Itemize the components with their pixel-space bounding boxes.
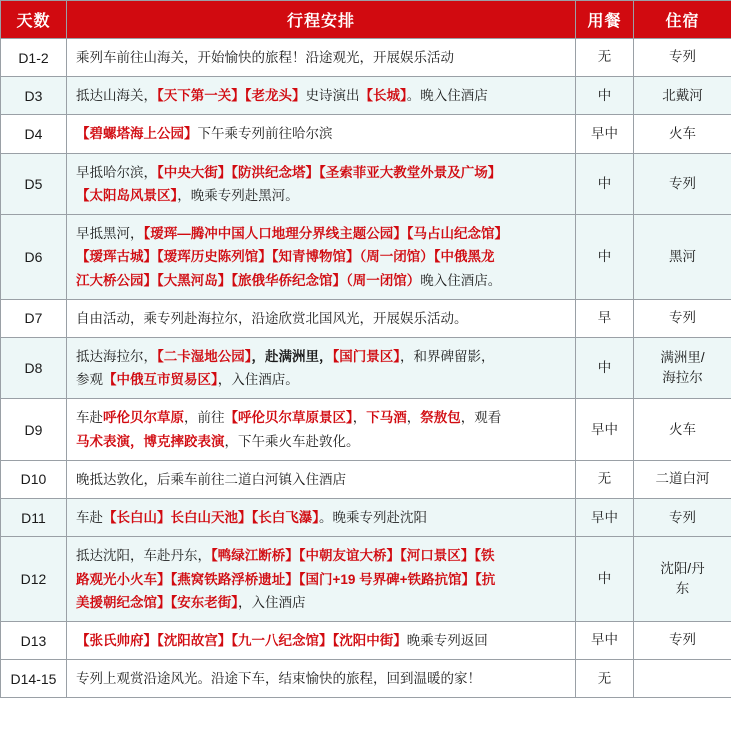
plan-text: ，赴满洲里，: [251, 348, 333, 364]
table-row: [1, 660, 731, 698]
plan-line: [76, 122, 566, 145]
plan-text: 抵达海拉尔，: [76, 348, 157, 364]
table-header: [1, 1, 731, 39]
meal-cell: 中: [576, 77, 634, 115]
plan-highlight-text: 马术表演，博克摔跤表演: [76, 433, 225, 449]
plan-highlight-text: 美援朝纪念馆】【安东老街】: [76, 594, 238, 610]
day-cell: D10: [1, 460, 67, 498]
plan-text: ，入住酒店。: [217, 372, 299, 388]
table-row: [1, 460, 731, 498]
plan-text: ，: [352, 410, 367, 426]
hotel-cell: 黑河: [634, 215, 731, 300]
plan-line: [76, 468, 566, 491]
table-row: [1, 115, 731, 153]
day-cell: D14-15: [1, 660, 67, 698]
plan-text: 专列上观赏沿途风光。沿途下车，结束愉快的旅程，回到温暖的家！: [76, 671, 481, 687]
meal-cell: 无: [576, 460, 634, 498]
day-cell: D6: [1, 215, 67, 300]
day-cell: D13: [1, 621, 67, 659]
plan-highlight-text: 【长白山】长白山天池】【长白飞瀑】: [103, 510, 319, 526]
plan-text: 参观: [76, 372, 103, 388]
plan-text: 。晚入住酒店: [406, 88, 488, 104]
plan-text: ，: [406, 410, 421, 426]
day-cell: D11: [1, 499, 67, 537]
hotel-cell: 二道白河: [634, 460, 731, 498]
table-body: [1, 39, 731, 698]
plan-cell: [67, 77, 576, 115]
plan-text: 史诗演出: [305, 88, 360, 104]
plan-highlight-text: 【二卡湿地公园】: [157, 348, 252, 364]
plan-highlight-text: 呼伦贝尔草原: [103, 410, 184, 426]
table-row: [1, 39, 731, 77]
plan-highlight-text: 江大桥公园】【大黑河岛】【旅俄华侨纪念馆】（周一闭馆）: [76, 272, 421, 288]
plan-highlight-text: 【国门景区】: [332, 348, 400, 364]
plan-cell: [67, 115, 576, 153]
plan-cell: [67, 153, 576, 214]
plan-text: 晚乘专列返回: [406, 632, 488, 648]
table-row: [1, 299, 731, 337]
plan-text: 抵达山海关，: [76, 88, 157, 104]
hotel-cell: 专列: [634, 621, 731, 659]
plan-cell: [67, 537, 576, 622]
hotel-cell: 专列: [634, 499, 731, 537]
plan-highlight-text: 【呼伦贝尔草原景区】: [224, 410, 353, 426]
plan-cell: [67, 499, 576, 537]
day-cell: D4: [1, 115, 67, 153]
column-header-day: 天数: [1, 1, 67, 39]
hotel-cell: 专列: [634, 299, 731, 337]
plan-text: 。晚乘专列赴沈阳: [319, 510, 427, 526]
plan-text: ，和界碑留影，: [400, 348, 495, 364]
plan-cell: [67, 215, 576, 300]
plan-cell: [67, 337, 576, 398]
plan-highlight-text: 路观光小火车】【燕窝铁路浮桥遗址】【国门+19 号界碑+铁路抗馆】【抗: [76, 571, 496, 587]
meal-cell: 早中: [576, 499, 634, 537]
plan-text: 晚入住酒店。: [420, 272, 502, 288]
plan-text: ，下午乘火车赴敦化。: [224, 433, 360, 449]
plan-text: 车赴: [76, 510, 103, 526]
plan-highlight-text: 【碧螺塔海上公园】: [76, 126, 198, 142]
plan-highlight-text: 【中央大街】【防洪纪念塔】【圣索菲亚大教堂外景及广场】: [157, 164, 502, 180]
meal-cell: 早中: [576, 621, 634, 659]
plan-cell: [67, 621, 576, 659]
plan-text: 晚抵达敦化，后乘车前往二道白河镇入住酒店: [76, 471, 346, 487]
plan-text: 车赴: [76, 410, 103, 426]
table-row: [1, 153, 731, 214]
plan-line: [76, 245, 566, 268]
plan-cell: [67, 399, 576, 460]
hotel-cell: 火车: [634, 399, 731, 460]
hotel-cell: 沈阳/丹 东: [634, 537, 731, 622]
plan-line: [76, 406, 566, 429]
plan-line: [76, 307, 566, 330]
meal-cell: 中: [576, 215, 634, 300]
meal-cell: 无: [576, 660, 634, 698]
meal-cell: 中: [576, 153, 634, 214]
plan-text: ，入住酒店: [238, 594, 306, 610]
plan-text: ，晚乘专列赴黑河。: [177, 187, 299, 203]
plan-highlight-text: 【瑷珲古城】【瑷珲历史陈列馆】【知青博物馆】（周一闭馆）【中俄黑龙: [76, 249, 495, 265]
day-cell: D12: [1, 537, 67, 622]
plan-line: [76, 629, 566, 652]
plan-line: [76, 591, 566, 614]
plan-highlight-text: 【中俄互市贸易区】: [103, 372, 218, 388]
plan-cell: [67, 660, 576, 698]
meal-cell: 中: [576, 337, 634, 398]
plan-line: [76, 568, 566, 591]
plan-line: [76, 544, 566, 567]
plan-highlight-text: 下马酒: [366, 410, 407, 426]
column-header-plan: 行程安排: [67, 1, 576, 39]
table-row: [1, 499, 731, 537]
day-cell: D8: [1, 337, 67, 398]
plan-text: 早抵哈尔滨，: [76, 164, 157, 180]
hotel-cell: 专列: [634, 39, 731, 77]
plan-line: [76, 46, 566, 69]
plan-text: 早抵黑河，: [76, 226, 144, 242]
meal-cell: 无: [576, 39, 634, 77]
plan-highlight-text: 【瑷珲—腾冲中国人口地理分界线主题公园】【马占山纪念馆】: [143, 226, 508, 242]
plan-highlight-text: 【张氏帅府】【沈阳故宫】【九一八纪念馆】【沈阳中街】: [76, 632, 407, 648]
plan-text: 乘列车前往山海关，开始愉快的旅程！沿途观光，开展娱乐活动: [76, 50, 454, 65]
plan-line: [76, 84, 566, 107]
plan-line: [76, 368, 566, 391]
table-row: [1, 537, 731, 622]
plan-highlight-text: 祭敖包: [420, 410, 461, 426]
table-row: [1, 337, 731, 398]
day-cell: D3: [1, 77, 67, 115]
meal-cell: 早: [576, 299, 634, 337]
meal-cell: 早中: [576, 115, 634, 153]
plan-line: [76, 345, 566, 368]
plan-highlight-text: 【长城】: [359, 88, 407, 104]
plan-text: 抵达沈阳，车赴丹东，: [76, 548, 211, 564]
plan-cell: [67, 39, 576, 77]
plan-cell: [67, 299, 576, 337]
hotel-cell: [634, 660, 731, 698]
meal-cell: 中: [576, 537, 634, 622]
day-cell: D7: [1, 299, 67, 337]
plan-text: ，前往: [184, 410, 225, 426]
hotel-cell: 满洲里/ 海拉尔: [634, 337, 731, 398]
plan-text: 下午乘专列前往哈尔滨: [197, 126, 333, 142]
plan-line: [76, 184, 566, 207]
plan-line: [76, 506, 566, 529]
table-header-row: [1, 1, 731, 39]
plan-line: [76, 161, 566, 184]
plan-highlight-text: 【天下第一关】【老龙头】: [157, 88, 306, 104]
hotel-cell: 专列: [634, 153, 731, 214]
hotel-cell: 火车: [634, 115, 731, 153]
plan-highlight-text: 【鸭绿江断桥】【中朝友谊大桥】【河口景区】【铁: [211, 548, 495, 564]
plan-highlight-text: 【太阳岛风景区】: [76, 187, 178, 203]
meal-cell: 早中: [576, 399, 634, 460]
table-row: [1, 215, 731, 300]
plan-line: [76, 222, 566, 245]
table-row: [1, 399, 731, 460]
plan-text: ，观看: [460, 410, 502, 426]
hotel-cell: 北戴河: [634, 77, 731, 115]
day-cell: D1-2: [1, 39, 67, 77]
plan-line: [76, 430, 566, 453]
column-header-hotel: 住宿: [634, 1, 731, 39]
plan-line: [76, 667, 566, 690]
plan-cell: [67, 460, 576, 498]
day-cell: D5: [1, 153, 67, 214]
plan-text: 自由活动，乘专列赴海拉尔，沿途欣赏北国风光，开展娱乐活动。: [76, 310, 468, 326]
table-row: [1, 621, 731, 659]
plan-line: [76, 269, 566, 292]
table-row: [1, 77, 731, 115]
day-cell: D9: [1, 399, 67, 460]
column-header-meal: 用餐: [576, 1, 634, 39]
